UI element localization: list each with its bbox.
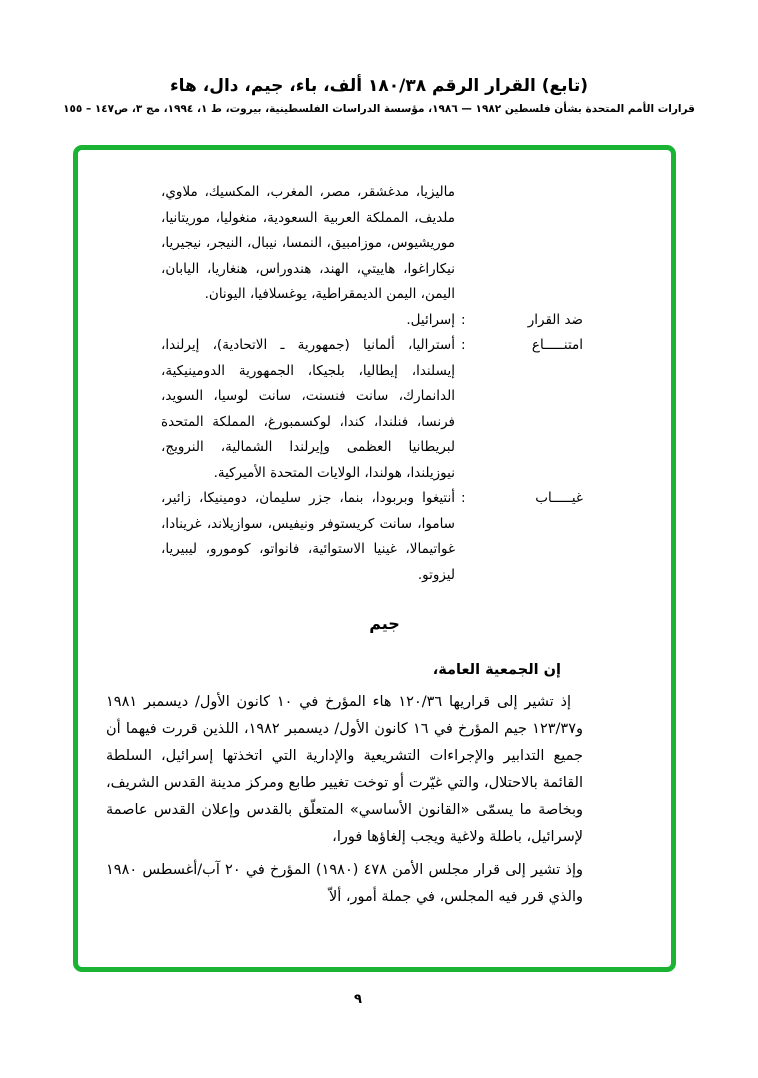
page-number: ٩ [354,992,362,1007]
vote-abstain-countries: أستراليا، ألمانيا (جمهورية ـ الاتحادية)، إيرلندا، إيسلندا، إيطاليا، بلجيكا، الجمهورية الدومينيكية، الدانمارك، سانت فنسنت، سانت لوسيا، السويد، فرنسا، فنلندا، كندا، لوكسمبورغ، المملكة المتحدة لبريطانيا العظمى وإيرلندا الشمالية، النرويج، نيوزيلندا، هولندا، الولايات المتحدة الأميركية. [161,337,455,481]
resolution-opening-line: إن الجمعية العامة، [432,662,561,678]
vote-row-abstain [106,333,583,486]
vote-row-absent [106,486,583,588]
vote-infavor-countries: ماليزيا، مدغشقر، مصر، المغرب، المكسيك، ملاوي، ملديف، المملكة العربية السعودية، منغوليا، موريتانيا، موريشيوس، موزامبيق، النمسا، نيبال، النيجر، نيجيريا، نيكاراغوا، هاييتي، الهند، هندوراس، هنغاريا، اليابان، اليمن، اليمن الديمقراطية، يوغسلافيا، اليونان. [161,184,455,302]
vote-absent-countries: أنتيغوا وبربودا، بنما، جزر سليمان، دومينيكا، زائير، ساموا، سانت كريستوفر ونيفيس، سوازيلاند، غرينادا، غواتيمالا، غينيا الاستوائية، فانواتو، كومورو، ليبيريا، ليزوتو. [161,490,455,583]
section-heading-jeem: جيم [369,614,400,633]
vote-label-abstain [455,333,583,359]
vote-label-absent-text: غيـــــاب [535,490,583,506]
vote-label-absent [455,486,583,512]
vote-label-against-text: ضد القرار [527,311,583,328]
colon-separator: : [461,311,466,328]
highlighted-text-frame [73,145,676,972]
colon-separator: : [461,337,466,353]
vote-label-against [455,308,583,334]
resolution-paragraph-1: إذ تشير إلى قراريها ١٢٠/٣٦ هاء المؤرخ في ١٠ كانون الأول/ ديسمبر ١٩٨١ و١٢٣/٣٧ جيم المؤرخ في ١٦ كانون الأول/ ديسمبر ١٩٨٢، اللذين قررت فيهما أن جميع التدابير والإجراءات التشريعية والإدارية التي اتخذتها إسرائيل، السلطة القائمة بالاحتلال، والتي غيّرت أو توخت تغيير طابع ومركز مدينة القدس الشريف، وبخاصة ما يسمّى «القانون الأساسي» المتعلّق بالقدس وإعلان القدس عاصمة لإسرائيل، باطلة ولاغية ويجب إلغاؤها فورا، [106,694,584,845]
vote-against-countries: إسرائيل. [406,311,455,328]
resolution-paragraph-2: وإذ تشير إلى قرار مجلس الأمن ٤٧٨ (١٩٨٠) المؤرخ في ٢٠ آب/أغسطس ١٩٨٠ والذي قرر فيه المجلس، في جملة أمور، ألاّ [106,862,583,905]
colon-separator: : [461,490,466,506]
doc-source-citation: قرارات الأمم المتحدة بشأن فلسطين ١٩٨٢ — ١٩٨٦، مؤسسة الدراسات الفلسطينية، بيروت، ط ١، ١٩٩٤، مج ٣، ص١٤٧ – ١٥٥ [63,103,695,115]
doc-header [0,76,758,115]
doc-title: (تابع) القرار الرقم ١٨٠/٣٨ ألف، باء، جيم، دال، هاء [169,76,589,96]
vote-label-abstain-text: امتنـــــاع [531,337,583,353]
vote-row-against [106,308,583,334]
vote-row-infavor-continuation [106,180,583,308]
